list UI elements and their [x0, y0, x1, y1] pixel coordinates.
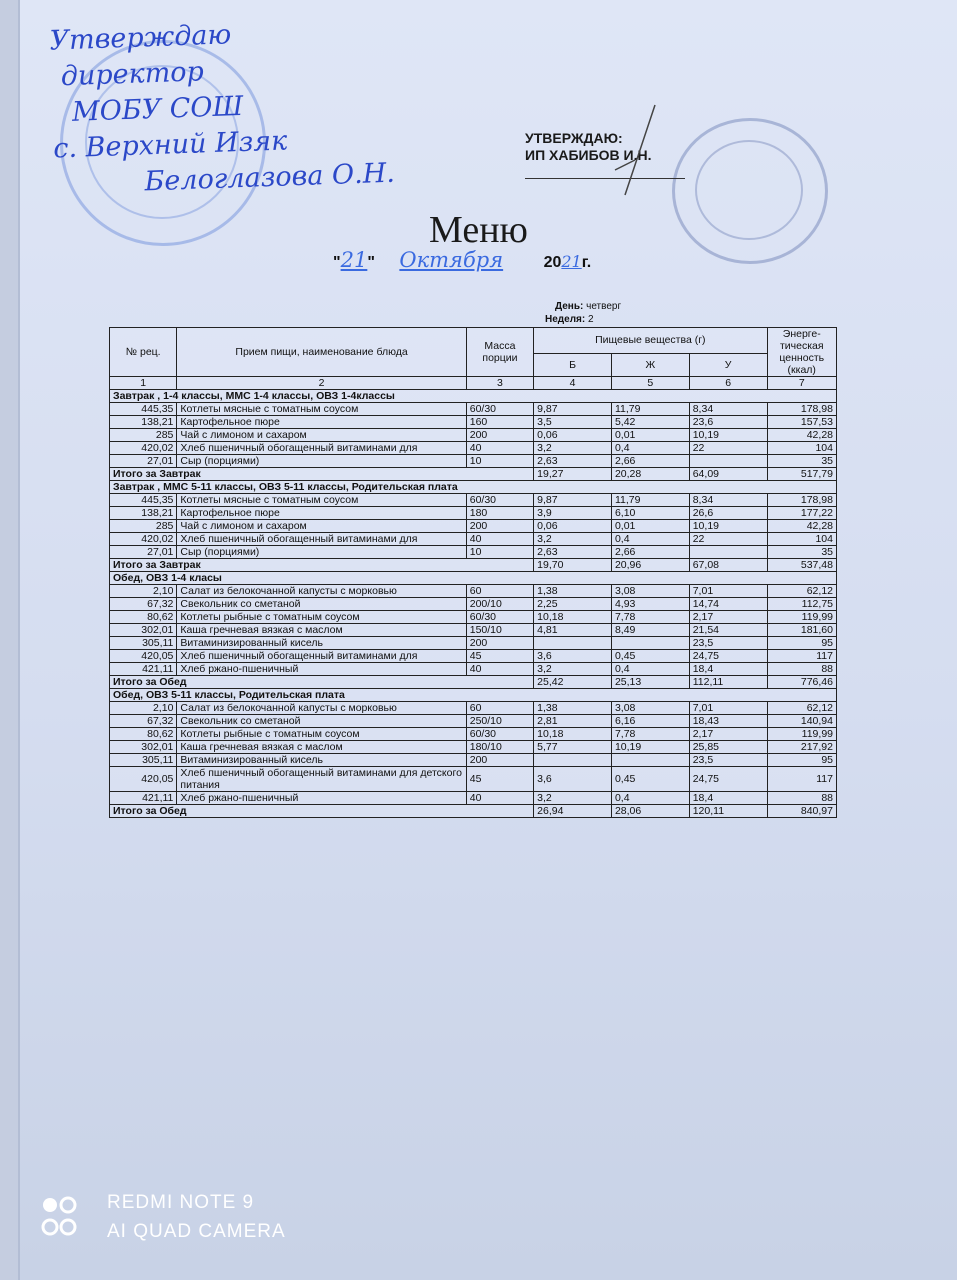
- table-row: [110, 442, 837, 455]
- total-label: Итого за Обед: [110, 676, 534, 689]
- dish-name-cell: Каша гречневая вязкая с маслом: [177, 624, 466, 637]
- rec-cell: 67,32: [110, 598, 177, 611]
- kcal-cell: 104: [767, 533, 837, 546]
- fat-cell: 0,4: [611, 663, 689, 676]
- handwritten-line: Белоглазова О.Н.: [143, 157, 396, 198]
- col-mass: Масса порции: [466, 328, 533, 377]
- fat-cell: 11,79: [611, 494, 689, 507]
- total-value: 28,06: [611, 805, 689, 818]
- section-header-row: [110, 572, 837, 585]
- kcal-cell: 177,22: [767, 507, 837, 520]
- mass-cell: 60: [466, 702, 533, 715]
- section-title: Завтрак , 1-4 классы, ММС 1-4 классы, ОВЗ 1-4классы: [110, 390, 837, 403]
- fat-cell: 7,78: [611, 611, 689, 624]
- rec-cell: 138,21: [110, 507, 177, 520]
- protein-cell: 1,38: [534, 585, 612, 598]
- mass-cell: 10: [466, 546, 533, 559]
- dish-name-cell: Картофельное пюре: [177, 507, 466, 520]
- table-row: [110, 715, 837, 728]
- protein-cell: 1,38: [534, 702, 612, 715]
- rec-cell: 421,11: [110, 663, 177, 676]
- carbs-cell: 21,54: [689, 624, 767, 637]
- menu-body: [110, 390, 837, 818]
- carbs-cell: 10,19: [689, 520, 767, 533]
- protein-cell: 9,87: [534, 403, 612, 416]
- section-header-row: [110, 689, 837, 702]
- mass-cell: 45: [466, 650, 533, 663]
- table-row: [110, 792, 837, 805]
- carbs-cell: 26,6: [689, 507, 767, 520]
- table-row: [110, 702, 837, 715]
- kcal-cell: 95: [767, 637, 837, 650]
- kcal-cell: 95: [767, 754, 837, 767]
- carbs-cell: 23,5: [689, 754, 767, 767]
- protein-cell: 3,6: [534, 767, 612, 792]
- mass-cell: 200: [466, 754, 533, 767]
- fat-cell: 7,78: [611, 728, 689, 741]
- protein-cell: 4,81: [534, 624, 612, 637]
- dish-name-cell: Хлеб пшеничный обогащенный витаминами для детского питания: [177, 767, 466, 792]
- rec-cell: 305,11: [110, 754, 177, 767]
- camera-logo-icon: [40, 1193, 90, 1241]
- kcal-cell: 178,98: [767, 494, 837, 507]
- total-row: [110, 559, 837, 572]
- protein-cell: 3,2: [534, 792, 612, 805]
- column-number-cell: 6: [689, 377, 767, 390]
- rec-cell: 420,05: [110, 650, 177, 663]
- protein-cell: 0,06: [534, 429, 612, 442]
- table-row: [110, 429, 837, 442]
- total-value: 517,79: [767, 468, 837, 481]
- dish-name-cell: Сыр (порциями): [177, 546, 466, 559]
- signature-mark: [585, 100, 665, 200]
- protein-cell: 3,5: [534, 416, 612, 429]
- dish-name-cell: Котлеты рыбные с томатным соусом: [177, 728, 466, 741]
- table-row: [110, 663, 837, 676]
- dish-name-cell: Котлеты рыбные с томатным соусом: [177, 611, 466, 624]
- rec-cell: 27,01: [110, 455, 177, 468]
- paper-edge: [0, 0, 18, 1280]
- table-row: [110, 741, 837, 754]
- protein-cell: 3,6: [534, 650, 612, 663]
- dish-name-cell: Хлеб ржано-пшеничный: [177, 663, 466, 676]
- total-row: [110, 676, 837, 689]
- dish-name-cell: Котлеты мясные с томатным соусом: [177, 403, 466, 416]
- total-value: 776,46: [767, 676, 837, 689]
- dish-name-cell: Витаминизированный кисель: [177, 754, 466, 767]
- carbs-cell: 8,34: [689, 494, 767, 507]
- total-value: 19,70: [534, 559, 612, 572]
- dish-name-cell: Свекольник со сметаной: [177, 715, 466, 728]
- rec-cell: 420,05: [110, 767, 177, 792]
- total-label: Итого за Завтрак: [110, 468, 534, 481]
- mass-cell: 200: [466, 637, 533, 650]
- kcal-cell: 35: [767, 546, 837, 559]
- mass-cell: 150/10: [466, 624, 533, 637]
- handwritten-line: Утверждаю: [49, 19, 232, 57]
- total-value: 19,27: [534, 468, 612, 481]
- dish-name-cell: Картофельное пюре: [177, 416, 466, 429]
- col-zh: Ж: [611, 353, 689, 376]
- dish-name-cell: Витаминизированный кисель: [177, 637, 466, 650]
- section-title: Обед, ОВЗ 1-4 класы: [110, 572, 837, 585]
- kcal-cell: 117: [767, 767, 837, 792]
- fat-cell: 10,19: [611, 741, 689, 754]
- fat-cell: 6,16: [611, 715, 689, 728]
- kcal-cell: 104: [767, 442, 837, 455]
- fat-cell: 4,93: [611, 598, 689, 611]
- rec-cell: 285: [110, 520, 177, 533]
- column-number-cell: 5: [611, 377, 689, 390]
- rec-cell: 421,11: [110, 792, 177, 805]
- handwritten-line: МОБУ СОШ: [71, 90, 244, 128]
- dish-name-cell: Хлеб пшеничный обогащенный витаминами для: [177, 442, 466, 455]
- table-row: [110, 455, 837, 468]
- carbs-cell: 25,85: [689, 741, 767, 754]
- carbs-cell: 7,01: [689, 702, 767, 715]
- protein-cell: 0,06: [534, 520, 612, 533]
- protein-cell: 3,2: [534, 533, 612, 546]
- fat-cell: 0,4: [611, 442, 689, 455]
- total-label: Итого за Завтрак: [110, 559, 534, 572]
- section-title: Завтрак , ММС 5-11 классы, ОВЗ 5-11 классы, Родительская плата: [110, 481, 837, 494]
- protein-cell: 3,2: [534, 663, 612, 676]
- kcal-cell: 157,53: [767, 416, 837, 429]
- camera-type: AI QUAD CAMERA: [107, 1221, 286, 1242]
- dish-name-cell: Салат из белокочанной капусты с морковью: [177, 585, 466, 598]
- carbs-cell: 18,4: [689, 792, 767, 805]
- kcal-cell: 62,12: [767, 702, 837, 715]
- date-year-hand: 21: [561, 252, 582, 271]
- section-header-row: [110, 481, 837, 494]
- protein-cell: [534, 754, 612, 767]
- table-row: [110, 546, 837, 559]
- carbs-cell: 22: [689, 533, 767, 546]
- carbs-cell: 2,17: [689, 728, 767, 741]
- carbs-cell: [689, 455, 767, 468]
- handwritten-line: с. Верхний Изяк: [52, 125, 288, 165]
- mass-cell: 180/10: [466, 741, 533, 754]
- date-year-prefix: 20: [543, 254, 562, 271]
- column-numbers-row: [110, 377, 837, 390]
- carbs-cell: 24,75: [689, 650, 767, 663]
- table-row: [110, 585, 837, 598]
- fat-cell: 11,79: [611, 403, 689, 416]
- carbs-cell: 22: [689, 442, 767, 455]
- mass-cell: 40: [466, 533, 533, 546]
- dish-name-cell: Хлеб пшеничный обогащенный витаминами для: [177, 533, 466, 546]
- table-row: [110, 611, 837, 624]
- fat-cell: 0,45: [611, 650, 689, 663]
- protein-cell: 10,18: [534, 611, 612, 624]
- protein-cell: 2,63: [534, 546, 612, 559]
- page-title: Меню: [429, 209, 528, 251]
- carbs-cell: [689, 546, 767, 559]
- column-number-cell: 1: [110, 377, 177, 390]
- section-title: Обед, ОВЗ 5-11 классы, Родительская плата: [110, 689, 837, 702]
- column-number-cell: 3: [466, 377, 533, 390]
- total-row: [110, 805, 837, 818]
- carbs-cell: 23,5: [689, 637, 767, 650]
- rec-cell: 420,02: [110, 442, 177, 455]
- dish-name-cell: Хлеб ржано-пшеничный: [177, 792, 466, 805]
- mass-cell: 40: [466, 792, 533, 805]
- fat-cell: 3,08: [611, 585, 689, 598]
- protein-cell: 10,18: [534, 728, 612, 741]
- fat-cell: [611, 637, 689, 650]
- section-header-row: [110, 390, 837, 403]
- table-row: [110, 598, 837, 611]
- handwritten-line: директор: [60, 56, 205, 93]
- mass-cell: 60/30: [466, 403, 533, 416]
- kcal-cell: 119,99: [767, 728, 837, 741]
- carbs-cell: 14,74: [689, 598, 767, 611]
- paper-edge-shadow: [18, 0, 20, 1280]
- table-row: [110, 767, 837, 792]
- total-value: 25,42: [534, 676, 612, 689]
- col-rec: № рец.: [110, 328, 177, 377]
- kcal-cell: 178,98: [767, 403, 837, 416]
- table-row: [110, 507, 837, 520]
- mass-cell: 250/10: [466, 715, 533, 728]
- mass-cell: 200/10: [466, 598, 533, 611]
- date-quote-open: ": [333, 254, 341, 271]
- fat-cell: 5,42: [611, 416, 689, 429]
- total-value: 25,13: [611, 676, 689, 689]
- approval-line2: ИП ХАБИБОВ И.Н.: [525, 147, 652, 163]
- table-row: [110, 403, 837, 416]
- total-label: Итого за Обед: [110, 805, 534, 818]
- kcal-cell: 112,75: [767, 598, 837, 611]
- table-row: [110, 624, 837, 637]
- mass-cell: 60/30: [466, 611, 533, 624]
- rec-cell: 305,11: [110, 637, 177, 650]
- total-value: 26,94: [534, 805, 612, 818]
- rec-cell: 445,35: [110, 494, 177, 507]
- rec-cell: 67,32: [110, 715, 177, 728]
- day-value: четверг: [586, 301, 622, 312]
- total-value: 840,97: [767, 805, 837, 818]
- column-number-cell: 2: [177, 377, 466, 390]
- rec-cell: 285: [110, 429, 177, 442]
- week-value: 2: [588, 314, 594, 325]
- dish-name-cell: Котлеты мясные с томатным соусом: [177, 494, 466, 507]
- col-u: У: [689, 353, 767, 376]
- dish-name-cell: Свекольник со сметаной: [177, 598, 466, 611]
- col-b: Б: [534, 353, 612, 376]
- protein-cell: 9,87: [534, 494, 612, 507]
- col-name: Прием пищи, наименование блюда: [177, 328, 466, 377]
- dish-name-cell: Сыр (порциями): [177, 455, 466, 468]
- protein-cell: 3,9: [534, 507, 612, 520]
- mass-cell: 180: [466, 507, 533, 520]
- kcal-cell: 119,99: [767, 611, 837, 624]
- rec-cell: 302,01: [110, 741, 177, 754]
- table-row: [110, 728, 837, 741]
- fat-cell: 2,66: [611, 455, 689, 468]
- carbs-cell: 8,34: [689, 403, 767, 416]
- mass-cell: 40: [466, 442, 533, 455]
- mass-cell: 10: [466, 455, 533, 468]
- total-value: 537,48: [767, 559, 837, 572]
- col-energy: Энерге-тическая ценность (ккал): [767, 328, 837, 377]
- carbs-cell: 23,6: [689, 416, 767, 429]
- column-number-cell: 7: [767, 377, 837, 390]
- kcal-cell: 181,60: [767, 624, 837, 637]
- kcal-cell: 117: [767, 650, 837, 663]
- protein-cell: 2,81: [534, 715, 612, 728]
- dish-name-cell: Каша гречневая вязкая с маслом: [177, 741, 466, 754]
- kcal-cell: 217,92: [767, 741, 837, 754]
- fat-cell: 2,66: [611, 546, 689, 559]
- kcal-cell: 42,28: [767, 520, 837, 533]
- day-info: [545, 300, 621, 326]
- mass-cell: 60/30: [466, 494, 533, 507]
- fat-cell: 0,01: [611, 429, 689, 442]
- date-month: Октября: [399, 248, 504, 272]
- total-value: 20,28: [611, 468, 689, 481]
- col-nutrients: Пищевые вещества (г): [534, 328, 767, 354]
- total-value: 64,09: [689, 468, 767, 481]
- mass-cell: 200: [466, 429, 533, 442]
- table-row: [110, 416, 837, 429]
- fat-cell: 0,01: [611, 520, 689, 533]
- protein-cell: 2,25: [534, 598, 612, 611]
- date-row: [333, 248, 591, 272]
- handwritten-approval: [49, 12, 396, 203]
- carbs-cell: 2,17: [689, 611, 767, 624]
- protein-cell: 3,2: [534, 442, 612, 455]
- kcal-cell: 35: [767, 455, 837, 468]
- date-quote-close: ": [367, 254, 375, 271]
- mass-cell: 60: [466, 585, 533, 598]
- dish-name-cell: Чай с лимоном и сахаром: [177, 429, 466, 442]
- protein-cell: 2,63: [534, 455, 612, 468]
- kcal-cell: 88: [767, 663, 837, 676]
- total-value: 20,96: [611, 559, 689, 572]
- total-value: 67,08: [689, 559, 767, 572]
- kcal-cell: 62,12: [767, 585, 837, 598]
- rec-cell: 445,35: [110, 403, 177, 416]
- date-day: 21: [340, 248, 368, 272]
- mass-cell: 200: [466, 520, 533, 533]
- week-label: Неделя:: [545, 314, 586, 325]
- protein-cell: [534, 637, 612, 650]
- column-number-cell: 4: [534, 377, 612, 390]
- rec-cell: 302,01: [110, 624, 177, 637]
- kcal-cell: 140,94: [767, 715, 837, 728]
- dish-name-cell: Чай с лимоном и сахаром: [177, 520, 466, 533]
- table-row: [110, 533, 837, 546]
- rec-cell: 2,10: [110, 585, 177, 598]
- table-row: [110, 754, 837, 767]
- fat-cell: 0,4: [611, 533, 689, 546]
- kcal-cell: 42,28: [767, 429, 837, 442]
- carbs-cell: 18,4: [689, 663, 767, 676]
- rec-cell: 138,21: [110, 416, 177, 429]
- fat-cell: 0,45: [611, 767, 689, 792]
- date-year-suffix: г.: [581, 254, 592, 271]
- fat-cell: 0,4: [611, 792, 689, 805]
- rec-cell: 2,10: [110, 702, 177, 715]
- carbs-cell: 7,01: [689, 585, 767, 598]
- rec-cell: 80,62: [110, 728, 177, 741]
- rec-cell: 420,02: [110, 533, 177, 546]
- total-value: 112,11: [689, 676, 767, 689]
- mass-cell: 40: [466, 663, 533, 676]
- table-row: [110, 494, 837, 507]
- dish-name-cell: Хлеб пшеничный обогащенный витаминами для: [177, 650, 466, 663]
- carbs-cell: 18,43: [689, 715, 767, 728]
- table-row: [110, 520, 837, 533]
- menu-table: [109, 327, 837, 818]
- mass-cell: 60/30: [466, 728, 533, 741]
- dish-name-cell: Салат из белокочанной капусты с морковью: [177, 702, 466, 715]
- fat-cell: 8,49: [611, 624, 689, 637]
- protein-cell: 5,77: [534, 741, 612, 754]
- total-row: [110, 468, 837, 481]
- camera-model: REDMI NOTE 9: [107, 1192, 255, 1213]
- mass-cell: 45: [466, 767, 533, 792]
- total-value: 120,11: [689, 805, 767, 818]
- rec-cell: 80,62: [110, 611, 177, 624]
- approval-line1: УТВЕРЖДАЮ:: [525, 130, 623, 146]
- kcal-cell: 88: [767, 792, 837, 805]
- fat-cell: 3,08: [611, 702, 689, 715]
- carbs-cell: 24,75: [689, 767, 767, 792]
- fat-cell: 6,10: [611, 507, 689, 520]
- table-row: [110, 637, 837, 650]
- table-row: [110, 650, 837, 663]
- day-label: День:: [555, 301, 584, 312]
- mass-cell: 160: [466, 416, 533, 429]
- carbs-cell: 10,19: [689, 429, 767, 442]
- rec-cell: 27,01: [110, 546, 177, 559]
- fat-cell: [611, 754, 689, 767]
